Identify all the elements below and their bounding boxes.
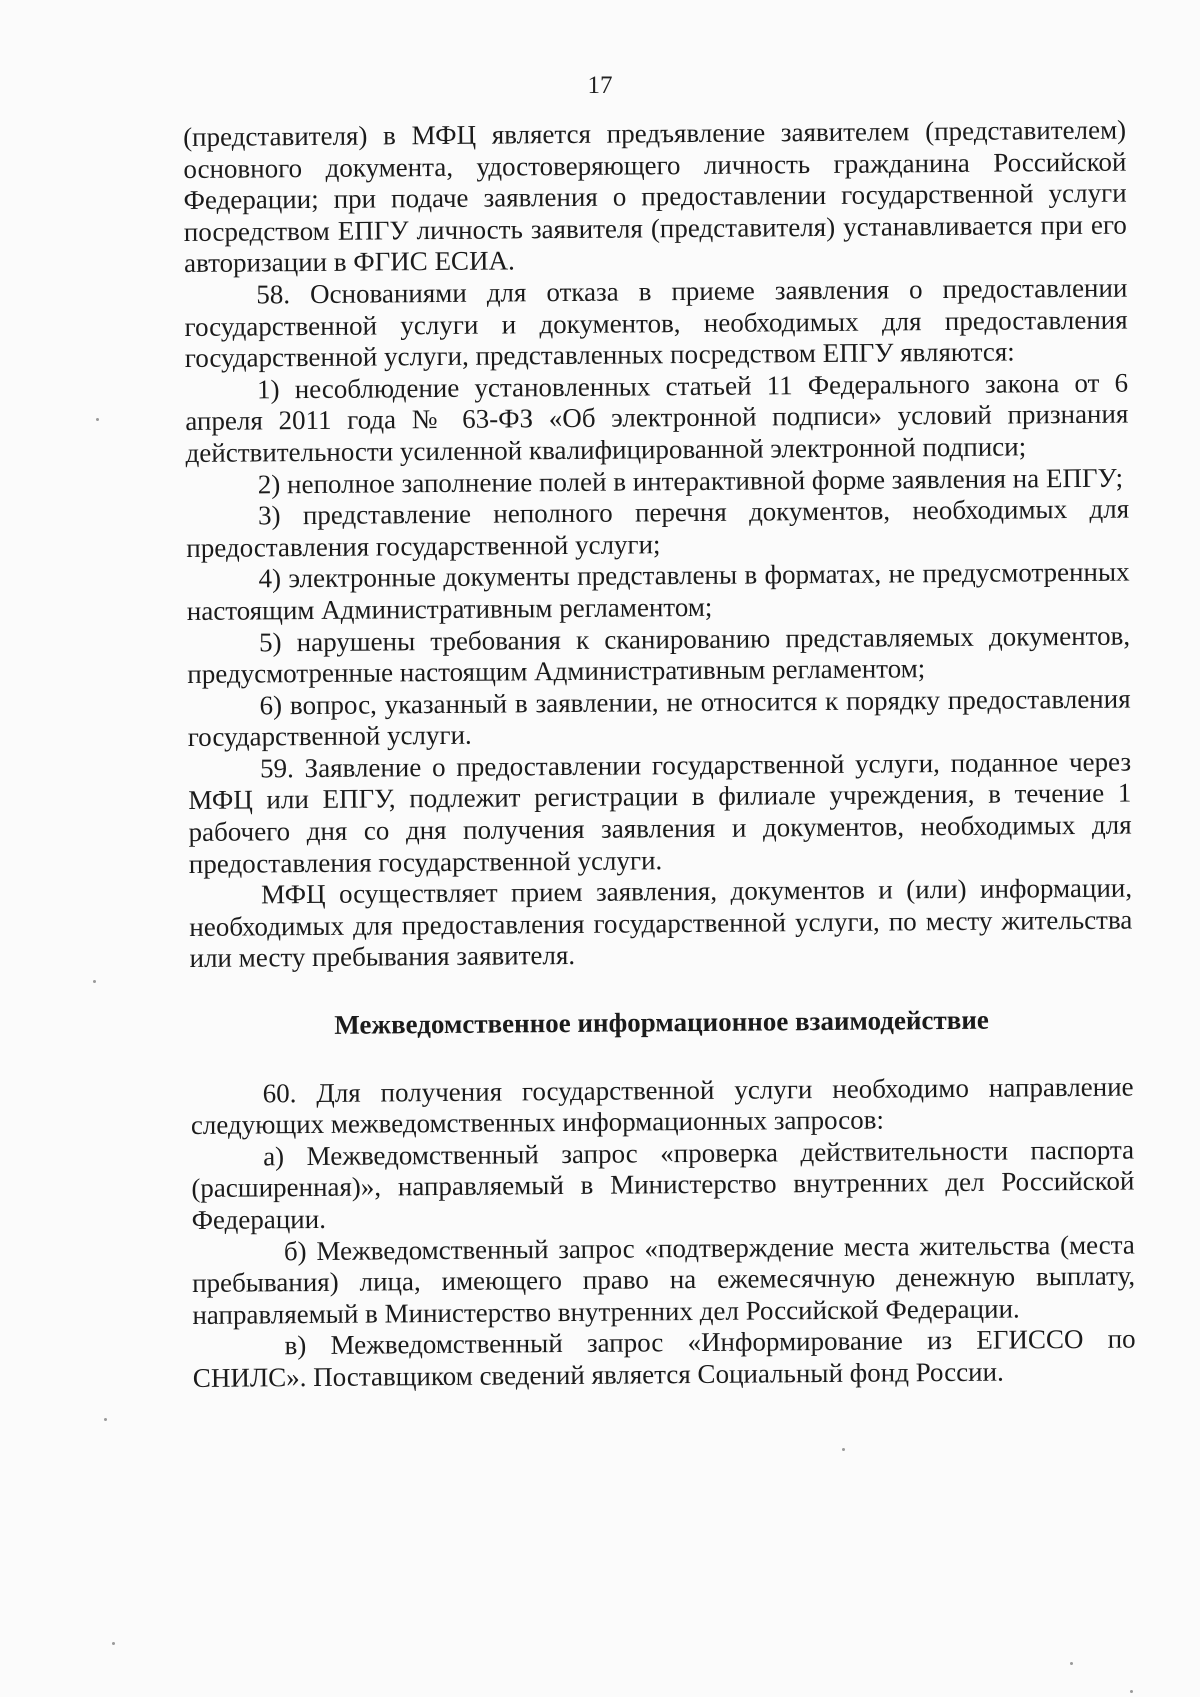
paragraph: 58. Основаниями для отказа в приеме заявления о предоставлении государственной услуги и документов, необходимых для предоставления государственной услуги, представленных посредством ЕПГУ являются: xyxy=(184,272,1128,374)
paragraph: а) Межведомственный запрос «проверка действительности паспорта (расширенная)», направляемый в Министерство внутренних дел Российской Федерации. xyxy=(191,1134,1135,1235)
scan-speck xyxy=(112,1642,115,1645)
section-heading: Межведомственное информационное взаимодействие xyxy=(334,1004,989,1040)
paragraph: в) Межведомственный запрос «Информирование из ЕГИССО по СНИЛС». Поставщиком сведений является Социальный фонд России. xyxy=(192,1323,1136,1393)
paragraph: 5) нарушены требования к сканированию представляемых документов, предусмотренные настоящим Административным регламентом; xyxy=(187,620,1131,690)
paragraph: 59. Заявление о предоставлении государственной услуги, поданное через МФЦ или ЕПГУ, подлежит регистрации в филиале учреждения, в течение 1 рабочего дня со дня получения заявления и документов, необходимых для предоставления государственной услуги. xyxy=(188,746,1132,879)
scan-speck xyxy=(1070,1662,1073,1665)
page-number: 17 xyxy=(587,72,613,99)
paragraph: 6) вопрос, указанный в заявлении, не относится к порядку предоставления государственной услуги. xyxy=(187,683,1131,753)
paragraph: 3) представление неполного перечня документов, необходимых для предоставления государственной услуги; xyxy=(186,493,1130,563)
paragraph: 4) электронные документы представлены в форматах, не предусмотренных настоящим Административным регламентом; xyxy=(186,556,1130,626)
paragraph: 60. Для получения государственной услуги необходимо направление следующих межведомственных информационных запросов: xyxy=(190,1071,1134,1141)
scan-speck xyxy=(96,418,99,421)
paragraph: (представителя) в МФЦ является предъявление заявителем (представителем) основного документа, удостоверяющего личность гражданина Российской Федерации; при подаче заявления о предоставлении государственной услуги посредством ЕПГУ личность заявителя (представителя) устанавливается при его авторизации в ФГИС ЕСИА. xyxy=(183,114,1127,279)
scan-speck xyxy=(842,1448,845,1451)
paragraph: б) Межведомственный запрос «подтверждение места жительства (места пребывания) лица, имеющего право на ежемесячную денежную выплату, направляемый в Министерство внутренних дел Российской Федерации. xyxy=(192,1229,1136,1330)
section-before-heading xyxy=(183,115,1133,975)
document-body xyxy=(183,115,1136,1395)
scan-speck xyxy=(93,980,96,983)
paragraph: МФЦ осуществляет прием заявления, документов и (или) информации, необходимых для предоставления государственной услуги, по месту жительства или месту пребывания заявителя. xyxy=(189,872,1133,974)
paragraph: 2) неполное заполнение полей в интерактивной форме заявления на ЕПГУ; xyxy=(257,462,1124,499)
paragraph: 1) несоблюдение установленных статьей 11 Федерального закона от 6 апреля 2011 года № 63-ФЗ «Об электронной подписи» условий признания действительности усиленной квалифицированной электронной подписи; xyxy=(185,367,1129,468)
section-after-heading xyxy=(191,1071,1136,1394)
scan-speck xyxy=(104,1418,107,1421)
scan-speck xyxy=(1130,1690,1133,1693)
